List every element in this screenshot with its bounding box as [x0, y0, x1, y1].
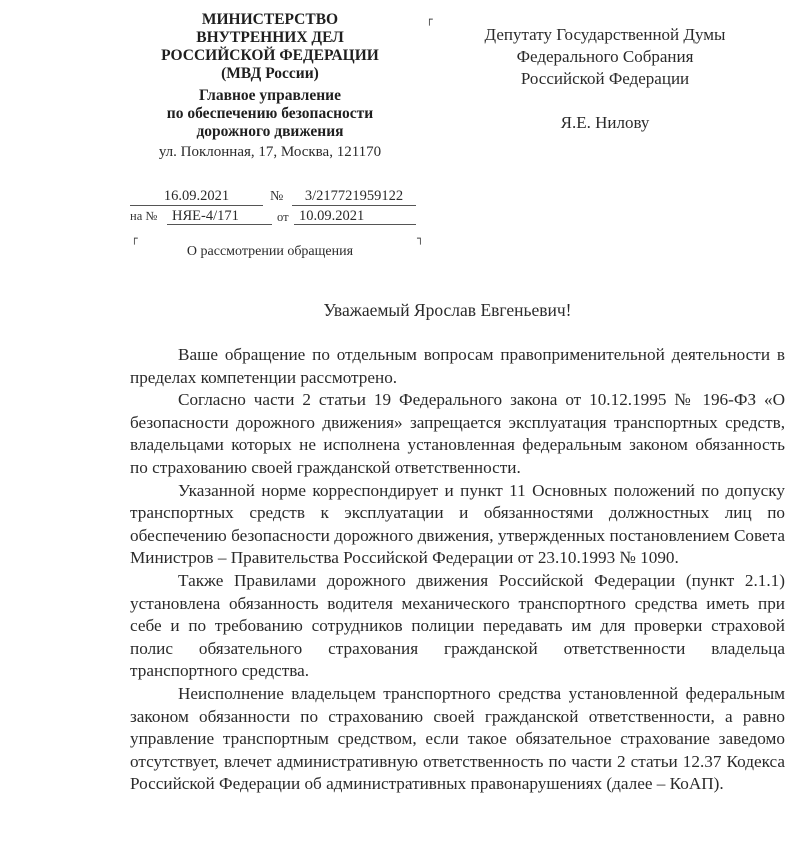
letter-subject: О рассмотрении обращения — [186, 244, 354, 259]
ministry-name-line-3: РОССИЙСКОЙ ФЕДЕРАЦИИ — [161, 47, 379, 64]
recipient-line-1: Депутату Государственной Думы — [484, 25, 726, 44]
recipient-block — [455, 24, 755, 134]
recipient-line-3: Российской Федерации — [520, 69, 690, 88]
reply-to-number-label: на № — [130, 209, 158, 223]
body-paragraph: Согласно части 2 статьи 19 Федерального закона от 10.12.1995 № 196-ФЗ «О безопасности дорожного движения» запрещается эксплуатация транспортных средств, владельцами которых не исполнена установленная федеральным законом обязанность по страхованию своей гражданской ответственности. — [130, 390, 785, 477]
corner-bracket-top-right-icon: ┐ — [417, 232, 424, 245]
corner-bracket-top-left-icon: ┌ — [426, 13, 433, 26]
department-line-3: дорожного движения — [196, 123, 344, 140]
department-line-2: по обеспечению безопасности — [166, 105, 374, 122]
body-paragraph: Ваше обращение по отдельным вопросам правоприменительной деятельности в пределах компетенции рассмотрено. — [130, 345, 785, 387]
number-label: № — [270, 189, 284, 204]
ministry-abbreviation: (МВД России) — [221, 65, 319, 82]
body-paragraph: Указанной норме корреспондирует и пункт 11 Основных положений по допуску транспортных средств к эксплуатации и обязанностями должностных лиц по обеспечению безопасности дорожного движения, утвержденных постановлением Совета Министров – Правительства Российской Федерации от 23.10.1993 № 1090. — [130, 480, 785, 568]
letter-body — [130, 344, 785, 796]
recipient-line-2: Федерального Собрания — [516, 47, 694, 66]
corner-bracket-top-left-icon: ┌ — [131, 232, 138, 245]
greeting: Уважаемый Ярослав Евгеньевич! — [323, 300, 572, 320]
sender-header — [120, 11, 420, 162]
reply-to-number: НЯЕ-4/171 — [167, 208, 272, 225]
from-label: от — [277, 210, 289, 224]
outgoing-date: 16.09.2021 — [130, 188, 263, 206]
sender-address: ул. Поклонная, 17, Москва, 121170 — [158, 144, 382, 160]
body-paragraph: Также Правилами дорожного движения Российской Федерации (пункт 2.1.1) установлена обязанность водителя механического транспортного средства иметь при себе и по требованию сотрудников полиции передавать им для проверки страховой полис обязательного страхования гражданской ответственности владельца транспортного средства. — [130, 570, 785, 681]
reply-to-date: 10.09.2021 — [294, 208, 416, 225]
recipient-name: Я.Е. Нилову — [560, 113, 650, 132]
outgoing-number: 3/217721959122 — [292, 188, 416, 206]
ministry-name-line-2: ВНУТРЕННИХ ДЕЛ — [196, 29, 344, 46]
ministry-name-line-1: МИНИСТЕРСТВО — [201, 11, 339, 28]
department-line-1: Главное управление — [199, 87, 341, 104]
body-paragraph: Неисполнение владельцем транспортного средства установленной федеральным законом обязанности по страхованию своей гражданской ответственности, а равно управление транспортным средством, если такое обязательное страхование заведомо отсутствует, влечет административную ответственность по части 2 статьи 12.37 Кодекса Российской Федерации об административных правонарушениях (далее – КоАП). — [130, 683, 785, 794]
